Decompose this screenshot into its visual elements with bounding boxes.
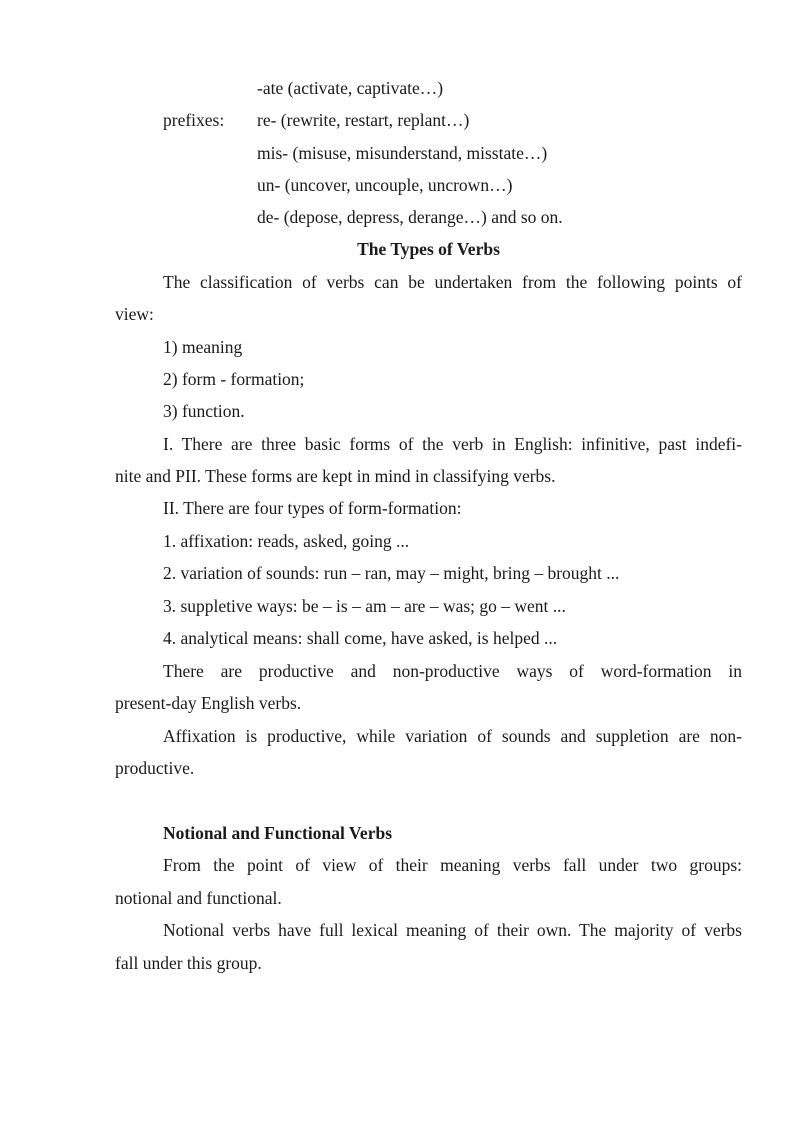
para-II: II. There are four types of form-formation: bbox=[163, 498, 462, 518]
type-affixation: 1. affixation: reads, asked, going ... bbox=[163, 531, 410, 551]
prefix-de-line: de- (depose, depress, derange…) and so on. bbox=[257, 207, 563, 227]
type-variation-of-sounds: 2. variation of sounds: run – ran, may – might, bring – brought ... bbox=[163, 563, 620, 583]
intro-line-2: view: bbox=[115, 304, 154, 324]
type-analytical: 4. analytical means: shall come, have asked, is helped ... bbox=[163, 628, 558, 648]
types-of-verbs-heading: The Types of Verbs bbox=[357, 239, 500, 259]
productive-line-2: present-day English verbs. bbox=[115, 693, 302, 713]
para-I-line-1: I. There are three basic forms of the verb in English: infinitive, past indefi- bbox=[163, 434, 742, 454]
productive-line-1: There are productive and non-productive ways of word-formation in bbox=[163, 661, 742, 681]
point-meaning: 1) meaning bbox=[163, 337, 243, 357]
prefix-mis-line: mis- (misuse, misunderstand, misstate…) bbox=[257, 143, 548, 163]
point-function: 3) function. bbox=[163, 401, 245, 421]
para-I-line-2: nite and PII. These forms are kept in mind in classifying verbs. bbox=[115, 466, 556, 486]
notional-para1-line-2: notional and functional. bbox=[115, 888, 282, 908]
type-suppletive: 3. suppletive ways: be – is – am – are – was; go – went ... bbox=[163, 596, 566, 616]
prefix-un-line: un- (uncover, uncouple, uncrown…) bbox=[257, 175, 513, 195]
point-form: 2) form - formation; bbox=[163, 369, 305, 389]
affixation-line-2: productive. bbox=[115, 758, 195, 778]
notional-functional-heading: Notional and Functional Verbs bbox=[163, 823, 393, 843]
notional-para1-line-1: From the point of view of their meaning verbs fall under two groups: bbox=[163, 855, 742, 875]
notional-para2-line-2: fall under this group. bbox=[115, 953, 262, 973]
prefix-re-line: re- (rewrite, restart, replant…) bbox=[257, 110, 470, 130]
suffix-ate-line: -ate (activate, captivate…) bbox=[257, 78, 444, 98]
intro-line-1: The classification of verbs can be undertaken from the following points of bbox=[163, 272, 742, 292]
notional-para2-line-1: Notional verbs have full lexical meaning of their own. The majority of verbs bbox=[163, 920, 742, 940]
prefixes-label: prefixes: bbox=[163, 110, 225, 130]
affixation-line-1: Affixation is productive, while variation of sounds and suppletion are non- bbox=[163, 726, 742, 746]
